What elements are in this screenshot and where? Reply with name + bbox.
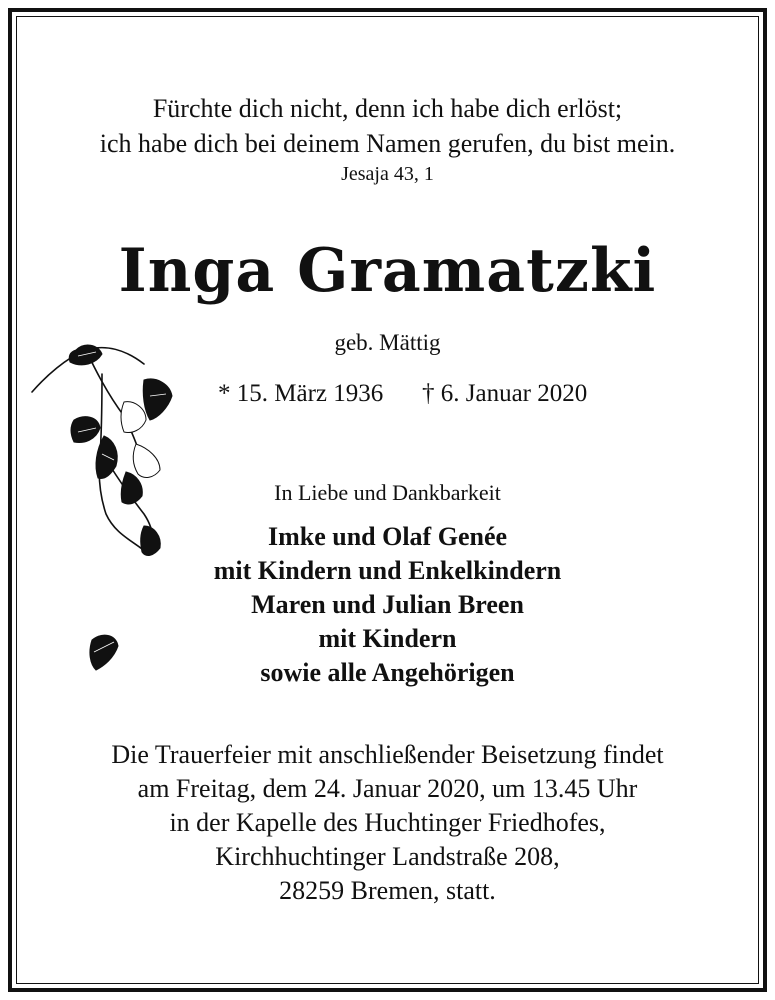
birth-date: * 15. März 1936	[218, 380, 384, 407]
mourner-line: Imke und Olaf Genée	[267, 522, 508, 551]
verse-line-2: ich habe dich bei deinem Namen gerufen, du bist mein.	[99, 129, 676, 158]
verse-line-1: Fürchte dich nicht, denn ich habe dich erlöst;	[152, 94, 623, 123]
death-date: † 6. Januar 2020	[422, 380, 588, 407]
ceremony-line: Die Trauerfeier mit anschließender Beisetzung findet	[111, 740, 664, 769]
mourner-line: sowie alle Angehörigen	[260, 658, 515, 687]
ceremony-line: in der Kapelle des Huchtinger Friedhofes,	[169, 808, 606, 837]
mourners-intro: In Liebe und Dankbarkeit	[274, 480, 501, 505]
deceased-name: Inga Gramatzki	[118, 236, 657, 306]
ceremony-line: am Freitag, dem 24. Januar 2020, um 13.45 Uhr	[137, 774, 638, 803]
birth-name: geb. Mättig	[334, 330, 441, 355]
verse-reference: Jesaja 43, 1	[341, 163, 434, 185]
ceremony-line: Kirchhuchtinger Landstraße 208,	[215, 842, 560, 871]
mourner-line: Maren und Julian Breen	[251, 590, 524, 619]
mourner-line: mit Kindern	[318, 624, 457, 653]
ceremony-line: 28259 Bremen, statt.	[279, 876, 496, 905]
mourner-line: mit Kindern und Enkelkindern	[213, 556, 562, 585]
